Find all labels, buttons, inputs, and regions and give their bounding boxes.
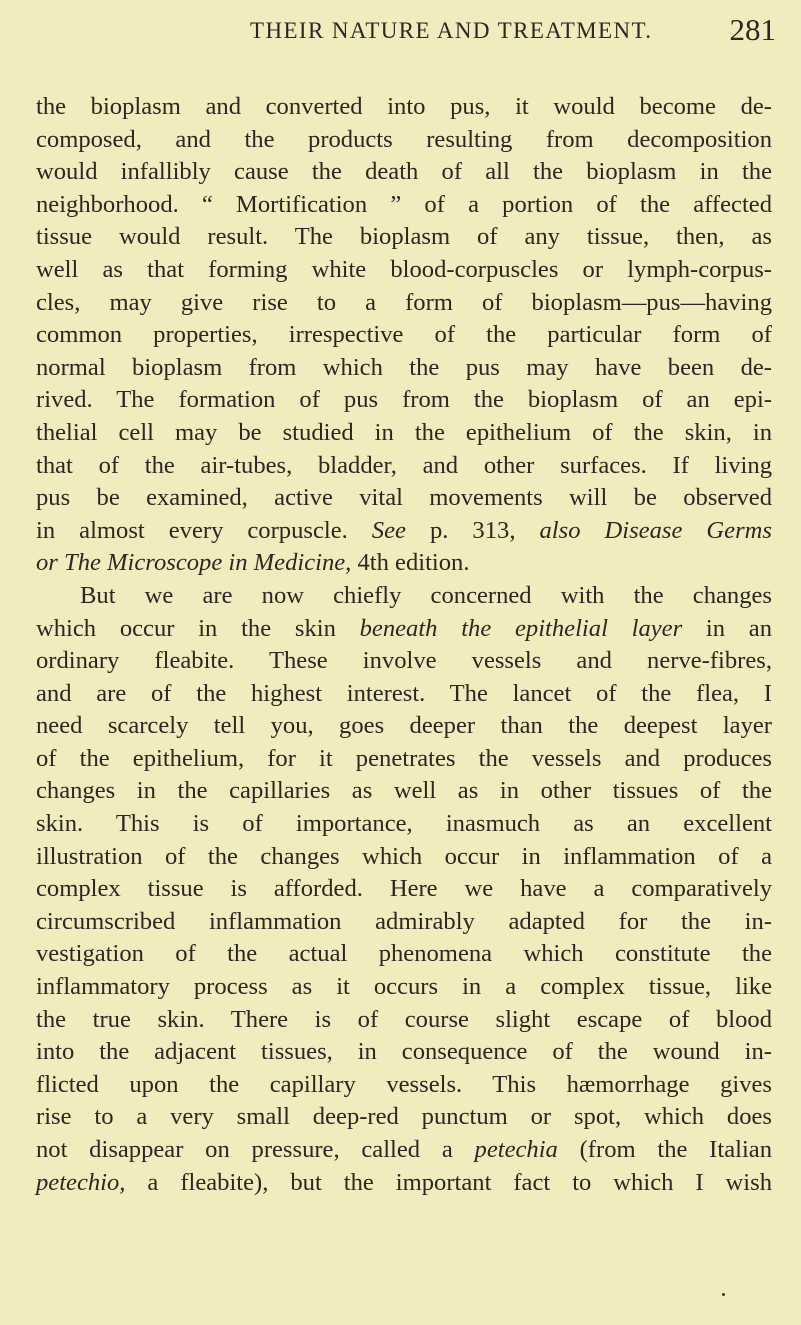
page-number: 281 [729,12,776,47]
text-line: inflammatory process as it occurs in a complex tissue, like [36,973,772,1001]
italic-run: petechia [474,1136,558,1163]
text-run: 4th edition. [351,549,470,577]
text-line: neighborhood. “ Mortification ” of a portion of the affected [36,190,772,218]
italic-run: See [371,516,406,544]
text-line [36,1134,772,1167]
text-line: would infallibly cause the death of all the bioplasm in the [36,158,772,186]
text-line: rived. The formation of pus from the bioplasm of an epi- [36,386,772,414]
text-run: in an [682,614,773,642]
text-line: the true skin. There is of course slight escape of blood [36,1005,772,1033]
text-line [36,613,772,646]
text-line: normal bioplasm from which the pus may have been de- [36,353,772,381]
text-line: rise to a very small deep-red punctum or spot, which does [36,1103,772,1131]
text-line: that of the air-tubes, bladder, and other surfaces. If living [36,451,772,479]
paragraph-start-line: But we are now chiefly concerned with the changes [80,581,772,609]
text-line: thelial cell may be studied in the epithelium of the skin, in [36,418,772,446]
text-line: complex tissue is afforded. Here we have a comparatively [36,875,772,903]
text-line: composed, and the products resulting from decomposition [36,125,772,153]
paper-speck [722,1293,725,1296]
text-run: a fleabite), but the important fact to which I wish [125,1168,772,1196]
text-line: tissue would result. The bioplasm of any tissue, then, as [36,223,772,251]
body-text [36,91,772,1199]
text-line: vestigation of the actual phenomena which constitute the [36,940,772,968]
text-line: well as that forming white blood-corpuscles or lymph-corpus- [36,255,772,283]
text-line: and are of the highest interest. The lancet of the flea, I [36,679,772,707]
italic-run: beneath the epithelial layer [359,614,683,642]
text-line: into the adjacent tissues, in consequence of the wound in- [36,1038,772,1066]
text-line: circumscribed inflammation admirably adapted for the in- [36,907,772,935]
text-run: in almost every corpuscle. [36,516,372,544]
text-line: illustration of the changes which occur in inflammation of a [36,842,772,870]
text-line [36,547,772,580]
text-line: pus be examined, active vital movements will be observed [36,484,772,512]
text-run: not disappear on pressure, called a [36,1136,475,1163]
text-line [36,1167,772,1200]
text-run: which occur in the skin [36,614,360,642]
text-line [36,515,772,548]
italic-run: also Disease Germs [539,516,772,544]
text-line: of the epithelium, for it penetrates the vessels and produces [36,744,772,772]
running-head: THEIR NATURE AND TREATMENT. [250,18,653,43]
text-line: need scarcely tell you, goes deeper than the deepest layer [36,712,772,740]
text-line: common properties, irrespective of the particular form of [36,321,772,349]
page-header [36,14,776,54]
text-run: p. 313, [405,516,540,544]
text-line: flicted upon the capillary vessels. This hæmorrhage gives [36,1070,772,1098]
text-run: (from the Italian [557,1136,772,1163]
text-line: changes in the capillaries as well as in other tissues of the [36,777,772,805]
text-line: cles, may give rise to a form of bioplasm—pus—having [36,288,772,316]
italic-run: or The Microscope in Medicine, [36,549,352,577]
text-line: skin. This is of importance, inasmuch as an excellent [36,810,772,838]
text-line: ordinary fleabite. These involve vessels and nerve-fibres, [36,647,772,675]
italic-run: petechio, [36,1168,126,1196]
text-line: the bioplasm and converted into pus, it would become de- [36,93,772,120]
